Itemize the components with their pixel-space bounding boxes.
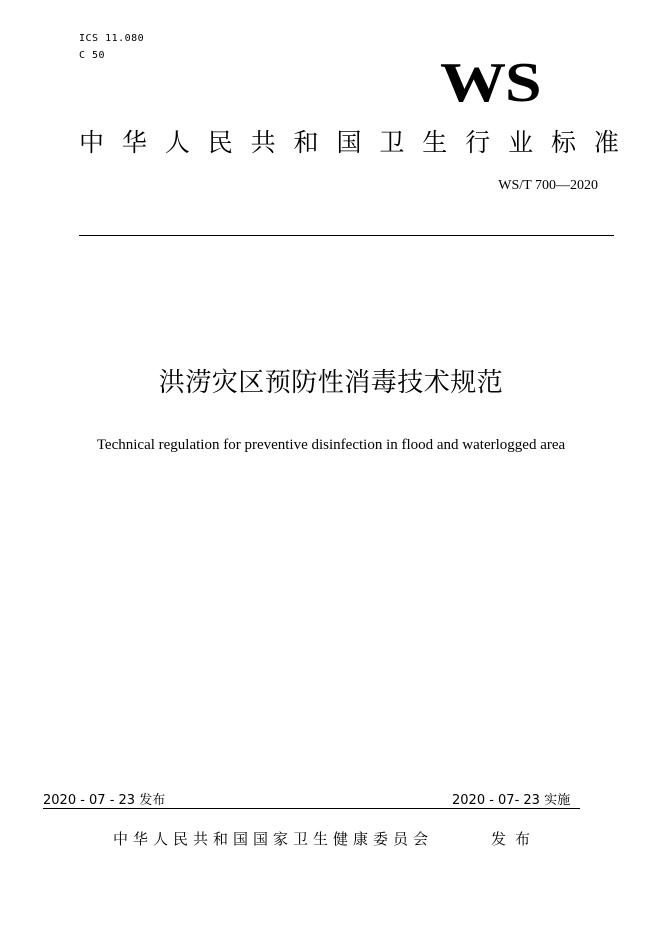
footer-divider (43, 808, 580, 809)
standard-class-char: 国 (336, 128, 362, 157)
standard-class-char: 和 (293, 128, 319, 157)
standard-class-char: 业 (508, 128, 534, 157)
implementation-date: 2020 - 07- 23 实施 (452, 793, 571, 808)
standard-class-char: 中 (79, 128, 105, 157)
standard-class-char: 华 (121, 128, 147, 157)
ccs-code: C 50 (79, 50, 106, 61)
issue-date: 2020 - 07 - 23 发布 (43, 793, 166, 808)
publisher-action: 发布 (491, 830, 540, 848)
standard-number: WS/T 700—2020 (498, 178, 598, 193)
standard-class-char: 卫 (379, 128, 405, 157)
ics-code: ICS 11.080 (79, 33, 145, 44)
standard-class-char: 标 (550, 128, 576, 157)
standard-class-char: 生 (422, 128, 448, 157)
standard-class-heading (79, 128, 619, 158)
ws-logo: WS (440, 52, 541, 114)
standard-class-char: 民 (207, 128, 233, 157)
standard-class-char: 共 (250, 128, 276, 157)
header-divider (79, 235, 614, 236)
publisher-name: 中华人民共和国国家卫生健康委员会 (113, 830, 434, 848)
document-title-chinese: 洪涝灾区预防性消毒技术规范 (158, 368, 504, 398)
standard-class-char: 行 (465, 128, 491, 157)
standard-class-char: 人 (164, 128, 190, 157)
document-title-english: Technical regulation for preventive disinfection in flood and waterlogged area (96, 437, 566, 453)
standard-class-char: 准 (593, 128, 619, 157)
